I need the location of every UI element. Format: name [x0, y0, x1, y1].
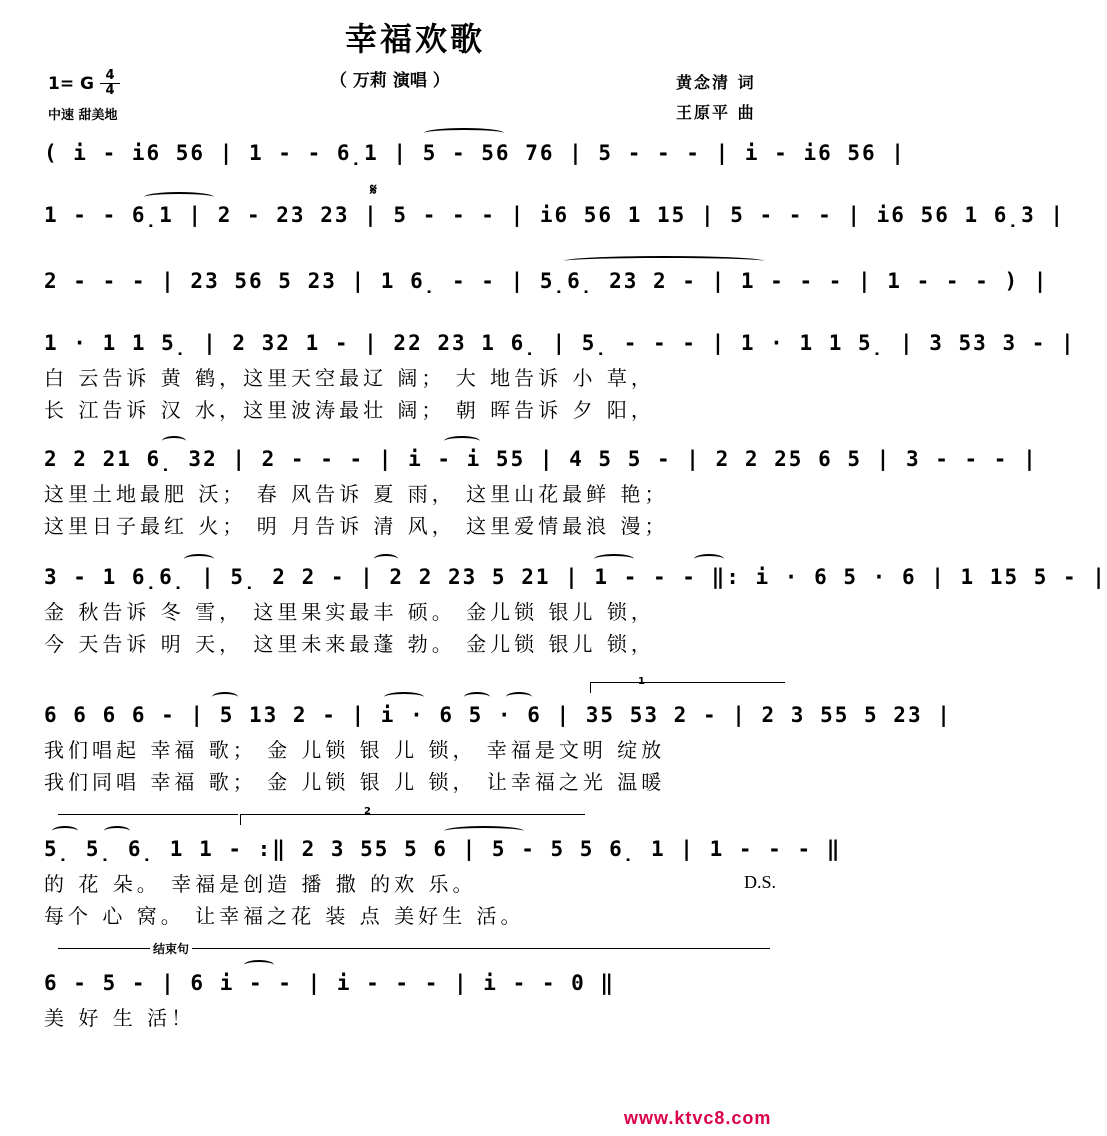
lyric-verse-2: 这里日子最红 火； 明 月告诉 清 风， 这里爱情最浪 漫；: [44, 514, 669, 538]
notation-line: 6 - 5 - | 6 i - - | i - - - | i - - 0 ‖: [44, 971, 616, 995]
segno-icon: 𝄋: [370, 180, 377, 199]
lyric-verse-1: 这里土地最肥 沃； 春 风告诉 夏 雨， 这里山花最鲜 艳；: [44, 482, 669, 506]
lyric-verse-1: 金 秋告诉 冬 雪， 这里果实最丰 硕。 金儿锁 银儿 锁，: [44, 600, 655, 624]
volta-1-label: 1: [638, 676, 645, 687]
lyric-verse-2: 今 天告诉 明 天， 这里未来最蓬 勃。 金儿锁 银儿 锁，: [44, 632, 655, 656]
notation-line: 6 6 6 6 - | 5 13 2 - | i · 6 5 · 6 | 35 53 2 - | 2 3 55 5 23 |: [44, 703, 952, 727]
notation-line: 5̣ 5̣ 6̣ 1 1 - :‖ 2 3 55 5 6 | 5 - 5 5 6̣ 1 | 1 - - - ‖: [44, 837, 842, 861]
notation-line: 1 · 1 1 5̣ | 2 32 1 - | 22 23 1 6̣ | 5̣ - - - | 1 · 1 1 5̣ | 3 53 3 - |: [44, 331, 1076, 355]
volta-bracket-2: [240, 814, 585, 825]
tempo-marking: 中速 甜美地: [48, 108, 118, 123]
key-signature: 1= G: [48, 74, 94, 94]
time-signature-bottom: 4: [105, 83, 115, 98]
lyricist-credit: 黄念清 词: [676, 73, 756, 92]
time-signature-top: 4: [105, 68, 115, 83]
notation-line: 3 - 1 6̣6̣ | 5̣ 2 2 - | 2 2 23 5 21 | 1 - - - ‖: i · 6 5 · 6 | 1 15 5 - |: [44, 565, 1107, 589]
lyric-verse-2: 我们同唱 幸福 歌； 金 儿锁 银 儿 锁， 让幸福之光 温暖: [44, 770, 666, 794]
lyric-ending: 美 好 生 活！: [44, 1006, 196, 1030]
lyric-verse-1: 白 云告诉 黄 鹤，这里天空最辽 阔； 大 地告诉 小 草，: [44, 366, 655, 390]
ending-label: 结束句: [150, 940, 192, 957]
notation-line: 2 2 21 6̣ 32 | 2 - - - | i - i 55 | 4 5 5 - | 2 2 25 6 5 | 3 - - - |: [44, 447, 1038, 471]
composer-credit: 王原平 曲: [676, 103, 756, 122]
performer-credit: （ 万莉 演唱 ）: [330, 71, 450, 91]
site-watermark: www.ktvc8.com: [624, 1108, 772, 1128]
lyric-verse-1: 我们唱起 幸福 歌； 金 儿锁 银 儿 锁， 幸福是文明 绽放: [44, 738, 666, 762]
notation-line: 2 - - - | 23 56 5 23 | 1 6̣ - - | 5̣6̣ 23 2 - | 1 - - - | 1 - - - ) |: [44, 269, 1049, 293]
volta-2-label: 2: [364, 806, 371, 817]
notation-line: 1 - - 6̣1 | 2 - 23 23 | 5 - - - | i6 56 1 15 | 5 - - - | i6 56 1 6̣3 |: [44, 203, 1066, 227]
lyric-verse-1: 的 花 朵。 幸福是创造 播 撒 的欢 乐。: [44, 872, 477, 896]
notation-line: ( i - i6 56 | 1 - - 6̣1 | 5 - 56 76 | 5 - - - | i - i6 56 |: [44, 141, 906, 165]
lyric-verse-2: 每个 心 窝。 让幸福之花 装 点 美好生 活。: [44, 904, 525, 928]
lyric-verse-2: 长 江告诉 汉 水，这里波涛最壮 阔； 朝 晖告诉 夕 阳，: [44, 398, 655, 422]
volta-bracket-1: [590, 682, 785, 693]
time-signature: [100, 70, 120, 97]
song-title: 幸福欢歌: [344, 20, 485, 58]
dal-segno-mark: D.S.: [744, 872, 777, 892]
volta-bracket-2-left: [58, 814, 238, 825]
